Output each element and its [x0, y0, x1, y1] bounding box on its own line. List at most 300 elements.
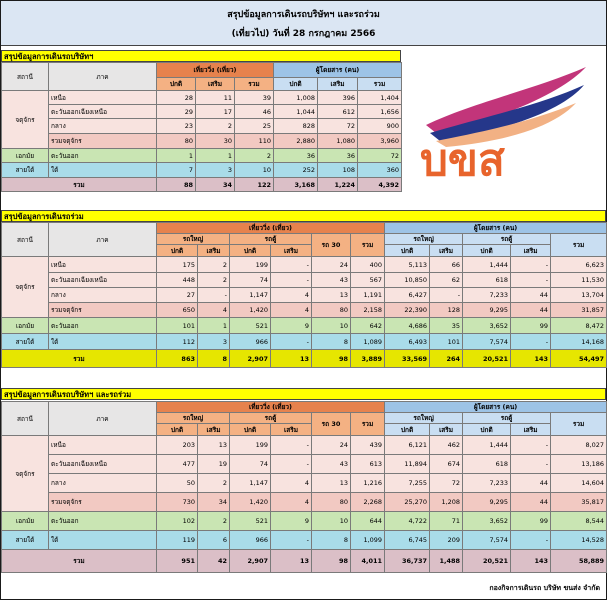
station-cell: เอกมัย — [2, 512, 49, 531]
total-value: 1,488 — [430, 550, 463, 573]
header-normal: ปกติ — [463, 424, 511, 436]
header-extra: เสริม — [318, 78, 358, 91]
value-cell: 618 — [463, 273, 511, 288]
header-sum: รวม — [235, 78, 274, 91]
value-cell: - — [271, 455, 312, 474]
total-value: 4,011 — [351, 550, 385, 573]
value-cell: 19 — [198, 455, 230, 474]
value-cell: 3 — [198, 334, 230, 350]
station-cell: จตุจักร — [2, 436, 49, 512]
header-van: รถตู้ — [463, 234, 551, 245]
value-cell: 36 — [274, 149, 318, 163]
value-cell: 13 — [312, 288, 351, 303]
value-cell: 2 — [235, 149, 274, 163]
total-label: รวม — [2, 550, 157, 573]
value-cell: 72 — [430, 474, 463, 493]
station-cell: สายใต้ — [2, 334, 49, 350]
station-cell: เอกมัย — [2, 149, 49, 163]
value-cell: 8,544 — [551, 512, 607, 531]
value-cell: 72 — [318, 119, 358, 134]
value-cell: - — [271, 436, 312, 455]
value-cell: 66 — [430, 257, 463, 273]
value-cell: 4 — [198, 303, 230, 318]
header-normal: ปกติ — [463, 245, 511, 257]
header-normal: ปกติ — [157, 245, 198, 257]
value-cell: 448 — [157, 273, 198, 288]
value-cell: - — [511, 257, 551, 273]
value-cell: 1,208 — [430, 493, 463, 512]
value-cell: 1,191 — [351, 288, 385, 303]
table-row — [2, 288, 607, 303]
total-label: รวม — [2, 178, 157, 192]
value-cell: 13,186 — [551, 455, 607, 474]
value-cell: 35,817 — [551, 493, 607, 512]
value-cell: - — [511, 273, 551, 288]
table-row — [2, 334, 607, 350]
region-cell: ตะวันออก — [49, 318, 157, 334]
header-normal: ปกติ — [157, 78, 196, 91]
value-cell: 7,255 — [385, 474, 430, 493]
value-cell: 8 — [312, 334, 351, 350]
header-region: ภาค — [49, 402, 157, 436]
value-cell: 7,233 — [463, 288, 511, 303]
station-cell: เอกมัย — [2, 318, 49, 334]
total-value: 863 — [157, 350, 198, 368]
header-bigbus: รถใหญ่ — [385, 234, 463, 245]
value-cell: 2,268 — [351, 493, 385, 512]
value-cell: 80 — [312, 493, 351, 512]
value-cell: 30 — [196, 134, 235, 149]
value-cell: 9 — [271, 318, 312, 334]
value-cell: 642 — [351, 318, 385, 334]
value-cell: 650 — [157, 303, 198, 318]
value-cell: 4 — [271, 493, 312, 512]
header-extra: เสริม — [196, 78, 235, 91]
total-value: 2,907 — [230, 550, 271, 573]
value-cell: 80 — [157, 134, 196, 149]
header-extra: เสริม — [511, 245, 551, 257]
value-cell: - — [271, 334, 312, 350]
value-cell: 252 — [274, 163, 318, 178]
value-cell: 74 — [230, 455, 271, 474]
value-cell: 966 — [230, 531, 271, 550]
value-cell: 28 — [157, 91, 196, 105]
total-value: 3,168 — [274, 178, 318, 192]
value-cell: 1,008 — [274, 91, 318, 105]
table-row — [2, 455, 607, 474]
value-cell: - — [430, 288, 463, 303]
value-cell: 119 — [157, 531, 198, 550]
value-cell: 128 — [430, 303, 463, 318]
total-value: 2,907 — [230, 350, 271, 368]
value-cell: - — [198, 288, 230, 303]
header-rot30: รถ 30 — [312, 413, 351, 436]
value-cell: 17 — [196, 105, 235, 119]
table-row — [2, 134, 402, 149]
region-cell: ตะวันออก — [49, 512, 157, 531]
value-cell: 11,530 — [551, 273, 607, 288]
station-cell: จตุจักร — [2, 257, 49, 318]
value-cell: 674 — [430, 455, 463, 474]
value-cell: 2 — [196, 119, 235, 134]
value-cell: 1,444 — [463, 436, 511, 455]
table-row — [2, 474, 607, 493]
value-cell: 99 — [511, 512, 551, 531]
station-cell: สายใต้ — [2, 531, 49, 550]
value-cell: 3,960 — [358, 134, 402, 149]
total-value: 34 — [196, 178, 235, 192]
total-value: 1,224 — [318, 178, 358, 192]
value-cell: 10 — [235, 163, 274, 178]
total-value: 3,889 — [351, 350, 385, 368]
header-passengers: ผู้โดยสาร (คน) — [385, 223, 607, 234]
value-cell: 7,233 — [463, 474, 511, 493]
value-cell: 13 — [312, 474, 351, 493]
region-cell: ใต้ — [49, 163, 157, 178]
value-cell: 36 — [318, 149, 358, 163]
header-trips: เที่ยววิ่ง (เที่ยว) — [157, 63, 274, 78]
table-row — [2, 303, 607, 318]
bks-logo — [416, 59, 591, 184]
region-cell: ตะวันออก — [49, 149, 157, 163]
value-cell: 612 — [318, 105, 358, 119]
report-title: สรุปข้อมูลการเดินรถบริษัทฯ และรถร่วม — [227, 10, 380, 20]
region-cell: รวมจตุจักร — [49, 134, 157, 149]
total-value: 951 — [157, 550, 198, 573]
total-value: 264 — [430, 350, 463, 368]
value-cell: 29 — [157, 105, 196, 119]
total-value: 36,737 — [385, 550, 430, 573]
section1-title: สรุปข้อมูลการเดินรถบริษัทฯ — [1, 50, 401, 62]
header-region: ภาค — [49, 63, 157, 91]
value-cell: - — [271, 257, 312, 273]
header-extra: เสริม — [198, 424, 230, 436]
station-cell: สายใต้ — [2, 163, 49, 178]
value-cell: 31,857 — [551, 303, 607, 318]
header-normal: ปกติ — [230, 424, 271, 436]
table-row — [2, 493, 607, 512]
header-sum: รวม — [358, 78, 402, 91]
header-van: รถตู้ — [230, 234, 312, 245]
header-extra: เสริม — [198, 245, 230, 257]
value-cell: 5,113 — [385, 257, 430, 273]
total-value: 33,569 — [385, 350, 430, 368]
header-station: สถานี — [2, 63, 49, 91]
header-bigbus: รถใหญ่ — [157, 413, 230, 424]
header-region: ภาค — [49, 223, 157, 257]
header-bigbus: รถใหญ่ — [157, 234, 230, 245]
footer-credit: กองกิจการเดินรถ บริษัท ขนส่ง จำกัด — [489, 584, 600, 592]
table-row — [2, 436, 607, 455]
header-sum: รวม — [351, 413, 385, 436]
value-cell: 3,652 — [463, 512, 511, 531]
value-cell: - — [511, 436, 551, 455]
region-cell: รวมจตุจักร — [49, 303, 157, 318]
header-bigbus: รถใหญ่ — [385, 413, 463, 424]
value-cell: 8 — [312, 531, 351, 550]
value-cell: 7,574 — [463, 334, 511, 350]
value-cell: 6,623 — [551, 257, 607, 273]
value-cell: 2 — [198, 474, 230, 493]
value-cell: 44 — [511, 288, 551, 303]
region-cell: เหนือ — [49, 91, 157, 105]
total-row — [2, 350, 607, 368]
value-cell: 7,574 — [463, 531, 511, 550]
section3-table — [1, 401, 607, 573]
value-cell: 10 — [312, 318, 351, 334]
value-cell: 74 — [230, 273, 271, 288]
value-cell: 8,472 — [551, 318, 607, 334]
value-cell: 35 — [430, 318, 463, 334]
value-cell: 14,168 — [551, 334, 607, 350]
header-normal: ปกติ — [274, 78, 318, 91]
section2-title: สรุปข้อมูลการเดินรถร่วม — [1, 210, 606, 222]
value-cell: 3 — [196, 163, 235, 178]
value-cell: 102 — [157, 512, 198, 531]
value-cell: 24 — [312, 436, 351, 455]
value-cell: 7 — [157, 163, 196, 178]
value-cell: - — [511, 455, 551, 474]
value-cell: 108 — [318, 163, 358, 178]
value-cell: 1,080 — [318, 134, 358, 149]
value-cell: 618 — [463, 455, 511, 474]
value-cell: - — [271, 531, 312, 550]
header-trips: เที่ยววิ่ง (เที่ยว) — [157, 402, 385, 413]
total-value: 20,521 — [463, 350, 511, 368]
value-cell: 966 — [230, 334, 271, 350]
value-cell: 1,656 — [358, 105, 402, 119]
value-cell: 1,444 — [463, 257, 511, 273]
header-normal: ปกติ — [385, 424, 430, 436]
value-cell: 360 — [358, 163, 402, 178]
section3-title: สรุปข้อมูลการเดินรถบริษัทฯ และรถร่วม — [1, 388, 606, 400]
total-value: 13 — [271, 350, 312, 368]
value-cell: 25 — [235, 119, 274, 134]
total-value: 8 — [198, 350, 230, 368]
region-cell: ตะวันออกเฉียงเหนือ — [49, 105, 157, 119]
value-cell: 400 — [351, 257, 385, 273]
value-cell: 1,216 — [351, 474, 385, 493]
value-cell: 1,420 — [230, 303, 271, 318]
value-cell: 8,027 — [551, 436, 607, 455]
value-cell: 62 — [430, 273, 463, 288]
region-cell: ใต้ — [49, 531, 157, 550]
value-cell: 14,604 — [551, 474, 607, 493]
region-cell: ตะวันออกเฉียงเหนือ — [49, 273, 157, 288]
value-cell: 34 — [198, 493, 230, 512]
value-cell: 72 — [358, 149, 402, 163]
region-cell: กลาง — [49, 119, 157, 134]
value-cell: 521 — [230, 318, 271, 334]
value-cell: 1,089 — [351, 334, 385, 350]
value-cell: 10 — [312, 512, 351, 531]
total-value: 58,889 — [551, 550, 607, 573]
value-cell: - — [271, 273, 312, 288]
table-row — [2, 318, 607, 334]
value-cell: 2 — [198, 273, 230, 288]
value-cell: 101 — [157, 318, 198, 334]
value-cell: 1 — [196, 149, 235, 163]
region-cell: กลาง — [49, 288, 157, 303]
header-normal: ปกติ — [230, 245, 271, 257]
total-value: 143 — [511, 550, 551, 573]
header-rot30: รถ 30 — [312, 234, 351, 257]
value-cell: 9,295 — [463, 493, 511, 512]
section1-table — [1, 62, 402, 192]
value-cell: 27 — [157, 288, 198, 303]
table-row — [2, 119, 402, 134]
region-cell: ใต้ — [49, 334, 157, 350]
value-cell: 9,295 — [463, 303, 511, 318]
logo-text: บขส — [420, 135, 505, 184]
total-value: 13 — [271, 550, 312, 573]
table-row — [2, 512, 607, 531]
value-cell: 3,652 — [463, 318, 511, 334]
header-extra: เสริม — [430, 245, 463, 257]
value-cell: - — [511, 531, 551, 550]
value-cell: 567 — [351, 273, 385, 288]
value-cell: 101 — [430, 334, 463, 350]
value-cell: 44 — [511, 303, 551, 318]
total-value: 88 — [157, 178, 196, 192]
table-row — [2, 531, 607, 550]
table-row — [2, 91, 402, 105]
total-row — [2, 550, 607, 573]
value-cell: 1 — [198, 318, 230, 334]
value-cell: 43 — [312, 273, 351, 288]
header-extra: เสริม — [511, 424, 551, 436]
value-cell: 99 — [511, 318, 551, 334]
table-row — [2, 105, 402, 119]
header-extra: เสริม — [271, 245, 312, 257]
total-value: 20,521 — [463, 550, 511, 573]
header-van: รถตู้ — [230, 413, 312, 424]
header-normal: ปกติ — [157, 424, 198, 436]
value-cell: 613 — [351, 455, 385, 474]
value-cell: 6,427 — [385, 288, 430, 303]
value-cell: 11 — [196, 91, 235, 105]
value-cell: 199 — [230, 436, 271, 455]
value-cell: 1,099 — [351, 531, 385, 550]
total-value: 122 — [235, 178, 274, 192]
value-cell: 477 — [157, 455, 198, 474]
value-cell: 4 — [271, 474, 312, 493]
value-cell: 71 — [430, 512, 463, 531]
value-cell: 900 — [358, 119, 402, 134]
table-row — [2, 149, 402, 163]
value-cell: 4 — [271, 303, 312, 318]
value-cell: 199 — [230, 257, 271, 273]
header-station: สถานี — [2, 402, 49, 436]
total-value: 98 — [312, 550, 351, 573]
header-van: รถตู้ — [463, 413, 551, 424]
header-sum: รวม — [351, 234, 385, 257]
total-row — [2, 178, 402, 192]
value-cell: 2,158 — [351, 303, 385, 318]
value-cell: 644 — [351, 512, 385, 531]
region-cell: เหนือ — [49, 257, 157, 273]
value-cell: 110 — [235, 134, 274, 149]
total-label: รวม — [2, 350, 157, 368]
value-cell: 2 — [198, 512, 230, 531]
region-cell: ตะวันออกเฉียงเหนือ — [49, 455, 157, 474]
value-cell: 14,528 — [551, 531, 607, 550]
header-sum: รวม — [551, 234, 607, 257]
value-cell: 396 — [318, 91, 358, 105]
region-cell: กลาง — [49, 474, 157, 493]
value-cell: 44 — [511, 474, 551, 493]
value-cell: 2 — [198, 257, 230, 273]
header-passengers: ผู้โดยสาร (คน) — [274, 63, 402, 78]
value-cell: 4 — [271, 288, 312, 303]
header-station: สถานี — [2, 223, 49, 257]
value-cell: 6,493 — [385, 334, 430, 350]
value-cell: 1,044 — [274, 105, 318, 119]
value-cell: 1,147 — [230, 288, 271, 303]
value-cell: 11,894 — [385, 455, 430, 474]
total-value: 42 — [198, 550, 230, 573]
total-value: 54,497 — [551, 350, 607, 368]
value-cell: 521 — [230, 512, 271, 531]
value-cell: 1 — [157, 149, 196, 163]
total-value: 143 — [511, 350, 551, 368]
value-cell: 43 — [312, 455, 351, 474]
header-normal: ปกติ — [385, 245, 430, 257]
value-cell: 1,147 — [230, 474, 271, 493]
value-cell: 13 — [198, 436, 230, 455]
value-cell: 10,850 — [385, 273, 430, 288]
value-cell: 39 — [235, 91, 274, 105]
value-cell: 209 — [430, 531, 463, 550]
value-cell: 1,404 — [358, 91, 402, 105]
value-cell: 4,686 — [385, 318, 430, 334]
value-cell: 112 — [157, 334, 198, 350]
station-cell: จตุจักร — [2, 91, 49, 149]
total-value: 98 — [312, 350, 351, 368]
value-cell: 2,880 — [274, 134, 318, 149]
value-cell: 1,420 — [230, 493, 271, 512]
value-cell: 9 — [271, 512, 312, 531]
value-cell: 46 — [235, 105, 274, 119]
value-cell: 80 — [312, 303, 351, 318]
header-extra: เสริม — [271, 424, 312, 436]
value-cell: 175 — [157, 257, 198, 273]
value-cell: 462 — [430, 436, 463, 455]
report-date: (เที่ยวไป) วันที่ 28 กรกฎาคม 2566 — [231, 29, 376, 39]
value-cell: 439 — [351, 436, 385, 455]
value-cell: 6 — [198, 531, 230, 550]
section2-table — [1, 222, 607, 368]
value-cell: 828 — [274, 119, 318, 134]
value-cell: 6,745 — [385, 531, 430, 550]
value-cell: 6,121 — [385, 436, 430, 455]
value-cell: 730 — [157, 493, 198, 512]
value-cell: 22,390 — [385, 303, 430, 318]
value-cell: 25,270 — [385, 493, 430, 512]
value-cell: 23 — [157, 119, 196, 134]
value-cell: 24 — [312, 257, 351, 273]
table-row — [2, 163, 402, 178]
total-value: 4,392 — [358, 178, 402, 192]
header-trips: เที่ยววิ่ง (เที่ยว) — [157, 223, 385, 234]
region-cell: รวมจตุจักร — [49, 493, 157, 512]
value-cell: 50 — [157, 474, 198, 493]
value-cell: 203 — [157, 436, 198, 455]
table-row — [2, 257, 607, 273]
value-cell: 44 — [511, 493, 551, 512]
table-row — [2, 273, 607, 288]
header-passengers: ผู้โดยสาร (คน) — [385, 402, 607, 413]
